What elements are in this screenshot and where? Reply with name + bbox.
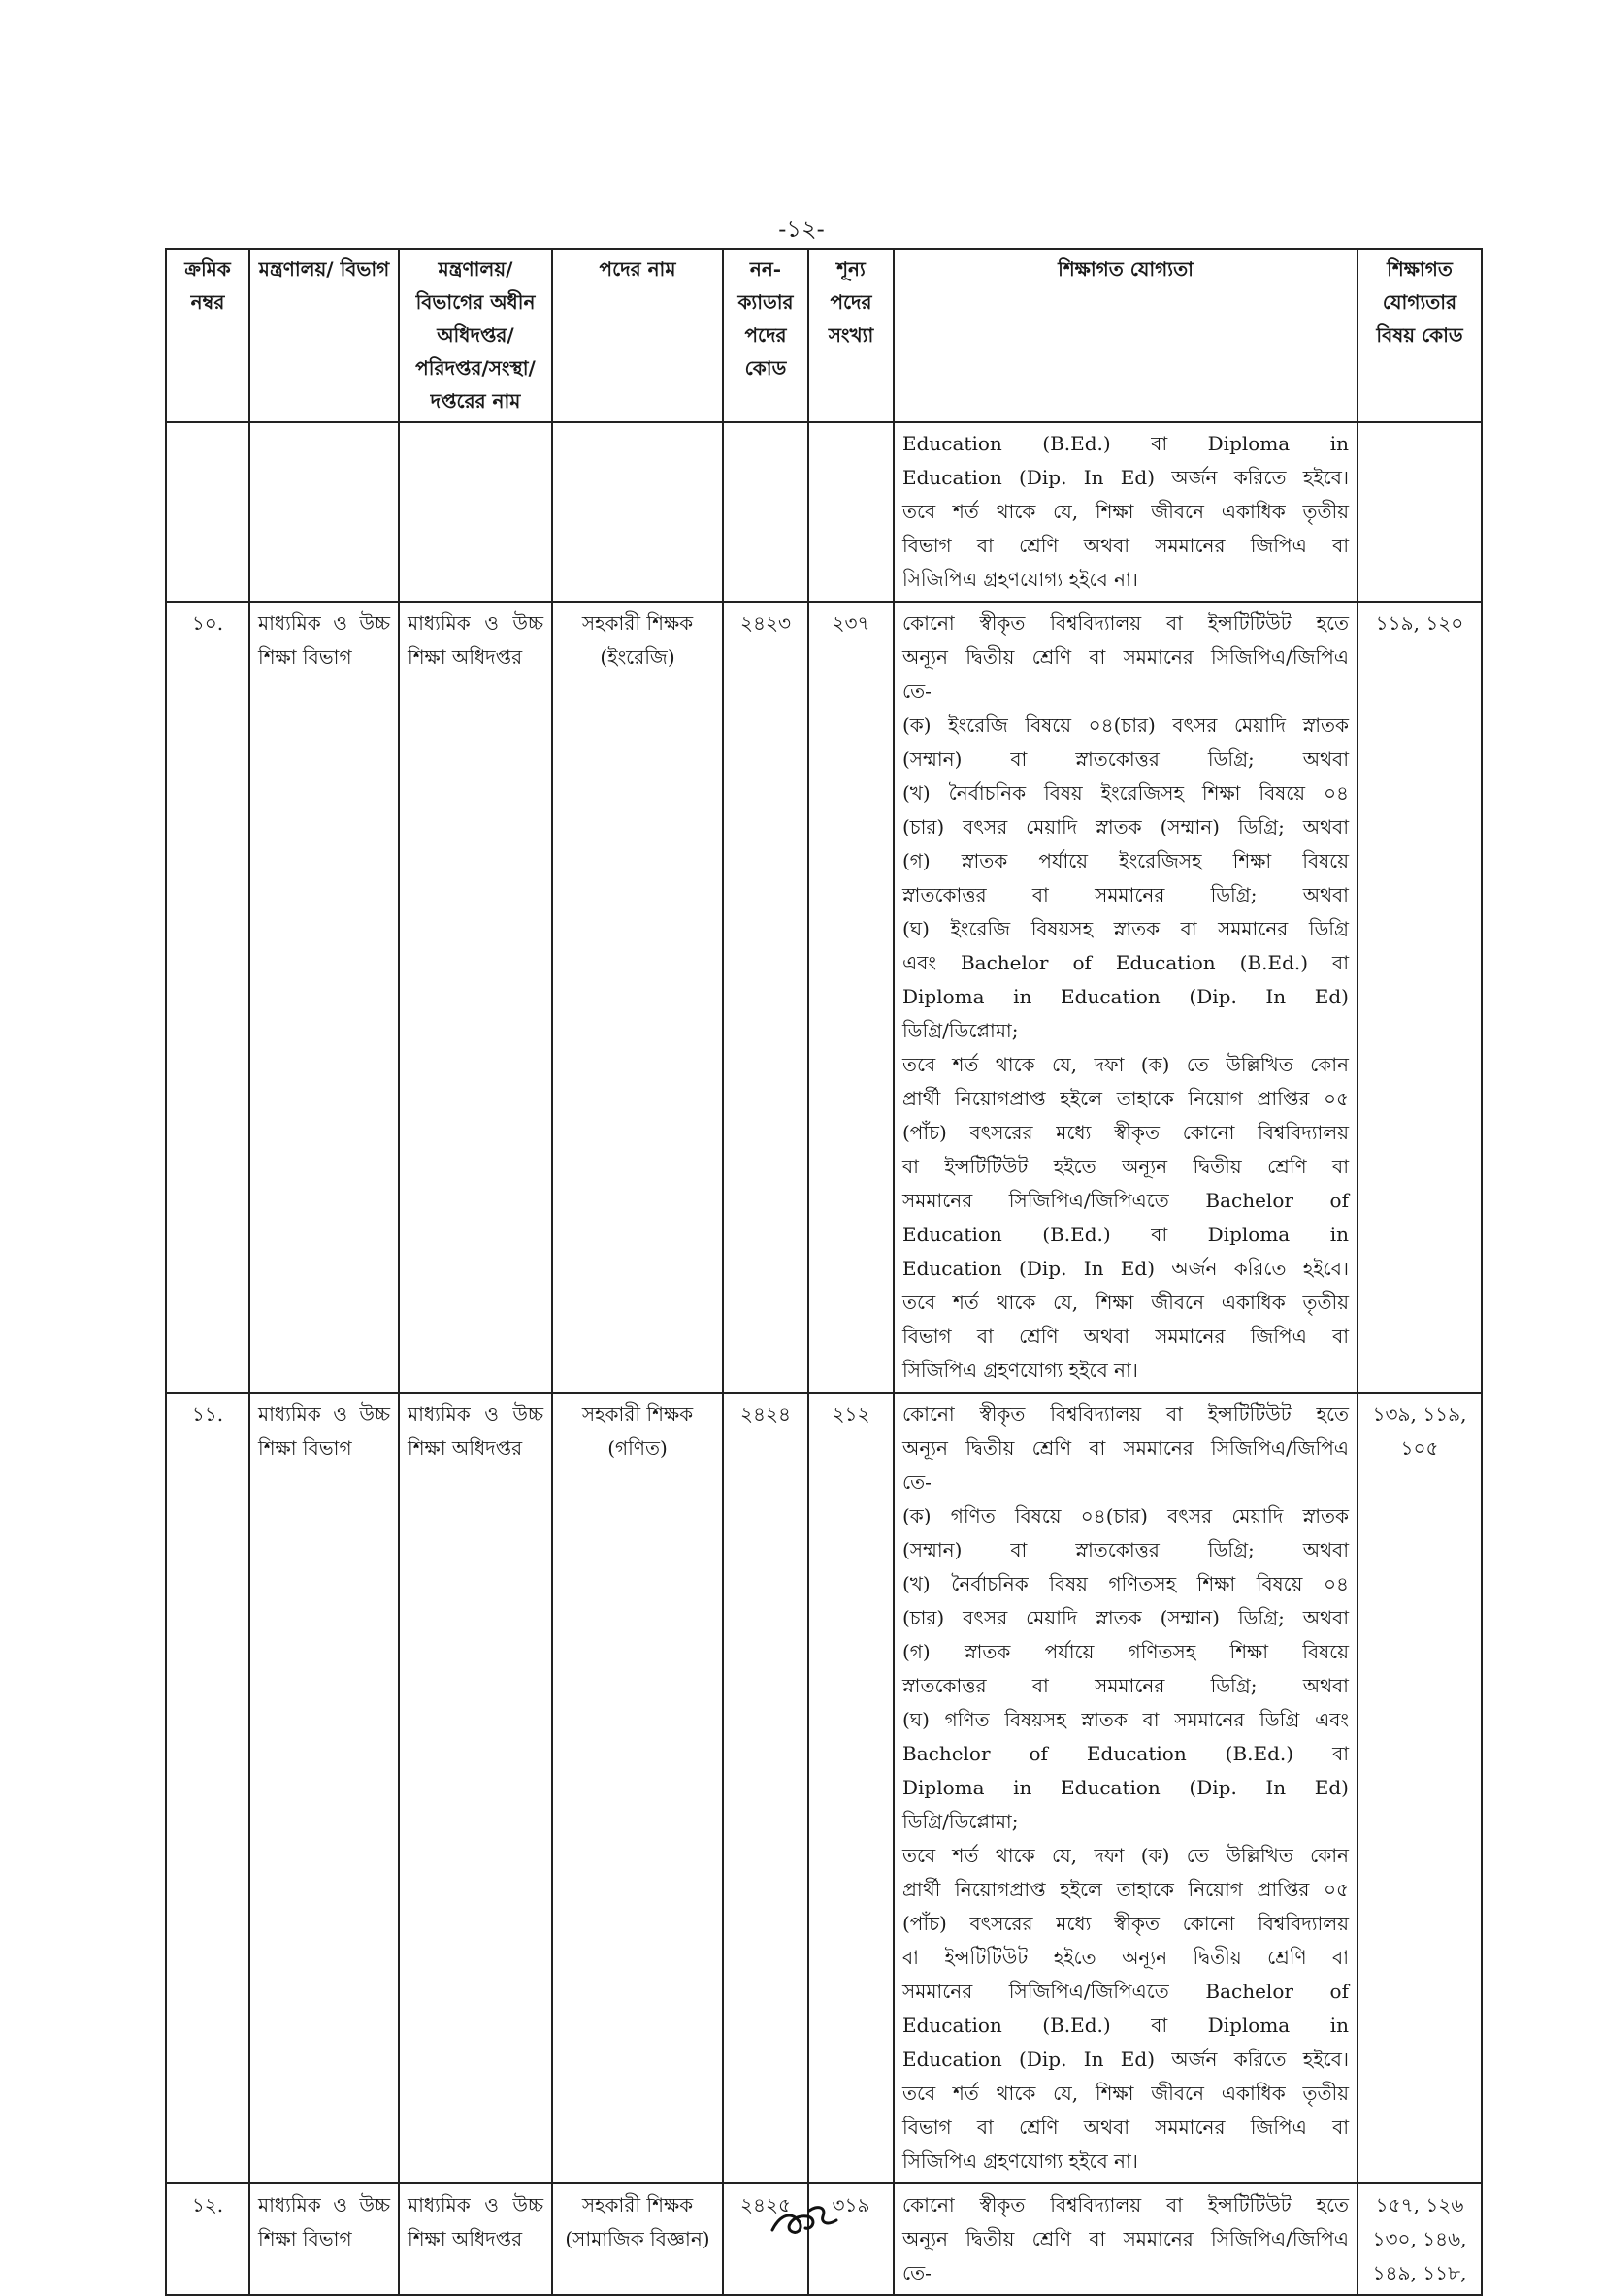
qualification-line: (পাঁচ) বৎসরের মধ্যে স্বীকৃত কোনো বিশ্ববিদ্যালয় [902, 1121, 1349, 1144]
qualification-line: অন্যূন দ্বিতীয় শ্রেণি বা সমমানের সিজিপিএ/জিপিএ [902, 2227, 1349, 2250]
qualification-line: তবে শর্ত থাকে যে, দফা (ক) তে উল্লিখিত কোন [902, 1844, 1349, 1867]
qualification-line: প্রার্থী নিয়োগপ্রাপ্ত হইলে তাহাকে নিয়োগ প্রাপ্তির ০৫ [902, 1878, 1349, 1901]
qualification-line: স্নাতকোত্তর বা সমমানের ডিগ্রি; অথবা [902, 1674, 1349, 1697]
header-vacancy: শূন্য পদের সংখ্যা [808, 249, 894, 422]
qualification-line: কোনো স্বীকৃত বিশ্ববিদ্যালয় বা ইন্সটিটিউট হতে [902, 1402, 1349, 1426]
qualification-line: তে- [902, 2261, 932, 2284]
qualification-line: (চার) বৎসর মেয়াদি স্নাতক (সম্মান) ডিগ্রি; অথবা [902, 815, 1349, 838]
signature-mark [767, 2197, 844, 2244]
header-non-cadre-code: নন- ক্যাডার পদের কোড [723, 249, 808, 422]
row-post: সহকারী শিক্ষক (গণিত) [552, 1393, 723, 2183]
qualification-line: সমমানের সিজিপিএ/জিপিএতে Bachelor of [902, 1980, 1349, 2003]
qualification-line: Diploma in Education (Dip. In Ed) [902, 1776, 1349, 1799]
qualification-line: (গ) স্নাতক পর্যায়ে গণিতসহ শিক্ষা বিষয়ে [902, 1640, 1349, 1663]
qualification-line: বা ইন্সটিটিউট হইতে অন্যূন দ্বিতীয় শ্রেণি বা [902, 1155, 1349, 1178]
row-subject-code: ১৫৭, ১২৬ ১৩০, ১৪৬, ১৪৯, ১১৮, [1358, 2183, 1482, 2295]
row-directorate: মাধ্যমিক ও উচ্চ শিক্ষা অধিদপ্তর [399, 1393, 552, 2183]
row-vacancy: ২১২ [808, 1393, 894, 2183]
qualification-line: Education (B.Ed.) বা Diploma in [902, 2014, 1349, 2037]
row-non-cadre-code: ২৪২৫ [723, 2183, 808, 2295]
qualification-line: (পাঁচ) বৎসরের মধ্যে স্বীকৃত কোনো বিশ্ববিদ্যালয় [902, 1912, 1349, 1935]
qualification-line: বা ইন্সটিটিউট হইতে অন্যূন দ্বিতীয় শ্রেণি বা [902, 1946, 1349, 1969]
qualification-line: সমমানের সিজিপিএ/জিপিএতে Bachelor of [902, 1189, 1349, 1212]
row-qualification [894, 1393, 1358, 2183]
qualification-line: বিভাগ বা শ্রেণি অথবা সমমানের জিপিএ বা [902, 534, 1349, 557]
row-serial: ১১. [166, 1393, 249, 2183]
row-qualification [894, 2183, 1358, 2295]
qualification-line: অন্যূন দ্বিতীয় শ্রেণি বা সমমানের সিজিপিএ/জিপিএ [902, 645, 1349, 669]
qualification-line: Education (Dip. In Ed) অর্জন করিতে হইবে। [902, 2048, 1349, 2071]
row-non-cadre-code: ২৪২৪ [723, 1393, 808, 2183]
header-qualification: শিক্ষাগত যোগ্যতা [894, 249, 1358, 422]
qualification-line: (খ) নৈর্বাচনিক বিষয় গণিতসহ শিক্ষা বিষয়ে ০৪ [902, 1572, 1349, 1595]
qualification-line: Bachelor of Education (B.Ed.) বা [902, 1742, 1349, 1765]
row-ministry: মাধ্যমিক ও উচ্চ শিক্ষা বিভাগ [249, 2183, 399, 2295]
qualification-line: Education (Dip. In Ed) অর্জন করিতে হইবে। [902, 466, 1349, 489]
qualification-line: (সম্মান) বা স্নাতকোত্তর ডিগ্রি; অথবা [902, 747, 1349, 771]
qualification-line: Education (Dip. In Ed) অর্জন করিতে হইবে। [902, 1257, 1349, 1280]
qualification-line: (গ) স্নাতক পর্যায়ে ইংরেজিসহ শিক্ষা বিষয়ে [902, 849, 1349, 872]
row-vacancy: ২৩৭ [808, 602, 894, 1393]
qualification-line: তবে শর্ত থাকে যে, দফা (ক) তে উল্লিখিত কোন [902, 1053, 1349, 1076]
qualification-line: (চার) বৎসর মেয়াদি স্নাতক (সম্মান) ডিগ্রি; অথবা [902, 1606, 1349, 1629]
continuation-row [166, 422, 1482, 602]
qualification-line: স্নাতকোত্তর বা সমমানের ডিগ্রি; অথবা [902, 883, 1349, 906]
row-post: সহকারী শিক্ষক (ইংরেজি) [552, 602, 723, 1393]
qualification-line: (ক) ইংরেজি বিষয়ে ০৪(চার) বৎসর মেয়াদি স্নাতক [902, 713, 1349, 737]
header-subject-code: শিক্ষাগত যোগ্যতার বিষয় কোড [1358, 249, 1482, 422]
table-row [166, 602, 1482, 1393]
qualification-line: তবে শর্ত থাকে যে, শিক্ষা জীবনে একাধিক তৃতীয় [902, 2082, 1349, 2105]
page-number: -১২- [778, 215, 825, 243]
qualification-line: কোনো স্বীকৃত বিশ্ববিদ্যালয় বা ইন্সটিটিউট হতে [902, 611, 1349, 635]
vacancy-table [165, 248, 1483, 2296]
qualification-line: সিজিপিএ গ্রহণযোগ্য হইবে না। [902, 568, 1138, 591]
qualification-line: ডিগ্রি/ডিপ্লোমা; [902, 1019, 1019, 1042]
qualification-line: তবে শর্ত থাকে যে, শিক্ষা জীবনে একাধিক তৃতীয় [902, 1291, 1349, 1314]
header-post: পদের নাম [552, 249, 723, 422]
qualification-line: Diploma in Education (Dip. In Ed) [902, 985, 1349, 1008]
qualification-line: সিজিপিএ গ্রহণযোগ্য হইবে না। [902, 2149, 1138, 2173]
qualification-line: (ঘ) গণিত বিষয়সহ স্নাতক বা সমমানের ডিগ্রি এবং [902, 1708, 1349, 1731]
header-serial: ক্রমিক নম্বর [166, 249, 249, 422]
continuation-qualification [894, 422, 1358, 602]
row-serial: ১০. [166, 602, 249, 1393]
row-qualification [894, 602, 1358, 1393]
row-ministry: মাধ্যমিক ও উচ্চ শিক্ষা বিভাগ [249, 1393, 399, 2183]
qualification-line: Education (B.Ed.) বা Diploma in [902, 432, 1349, 455]
qualification-line: বিভাগ বা শ্রেণি অথবা সমমানের জিপিএ বা [902, 2116, 1349, 2139]
qualification-line: সিজিপিএ গ্রহণযোগ্য হইবে না। [902, 1359, 1138, 1382]
qualification-line: (সম্মান) বা স্নাতকোত্তর ডিগ্রি; অথবা [902, 1538, 1349, 1561]
row-non-cadre-code: ২৪২৩ [723, 602, 808, 1393]
row-subject-code: ১১৯, ১২০ [1358, 602, 1482, 1393]
qualification-line: এবং Bachelor of Education (B.Ed.) বা [902, 951, 1349, 974]
qualification-line: তে- [902, 679, 932, 703]
row-directorate: মাধ্যমিক ও উচ্চ শিক্ষা অধিদপ্তর [399, 2183, 552, 2295]
qualification-line: তবে শর্ত থাকে যে, শিক্ষা জীবনে একাধিক তৃতীয় [902, 500, 1349, 523]
qualification-line: Education (B.Ed.) বা Diploma in [902, 1223, 1349, 1246]
row-serial: ১২. [166, 2183, 249, 2295]
qualification-line: অন্যূন দ্বিতীয় শ্রেণি বা সমমানের সিজিপিএ/জিপিএ [902, 1436, 1349, 1460]
qualification-line: প্রার্থী নিয়োগপ্রাপ্ত হইলে তাহাকে নিয়োগ প্রাপ্তির ০৫ [902, 1087, 1349, 1110]
row-subject-code: ১৩৯, ১১৯, ১০৫ [1358, 1393, 1482, 2183]
qualification-line: বিভাগ বা শ্রেণি অথবা সমমানের জিপিএ বা [902, 1325, 1349, 1348]
row-ministry: মাধ্যমিক ও উচ্চ শিক্ষা বিভাগ [249, 602, 399, 1393]
row-directorate: মাধ্যমিক ও উচ্চ শিক্ষা অধিদপ্তর [399, 602, 552, 1393]
qualification-line: (ক) গণিত বিষয়ে ০৪(চার) বৎসর মেয়াদি স্নাতক [902, 1504, 1349, 1527]
qualification-line: (খ) নৈর্বাচনিক বিষয় ইংরেজিসহ শিক্ষা বিষয়ে ০৪ [902, 781, 1349, 804]
table-row [166, 1393, 1482, 2183]
row-vacancy: ৩১৯ [808, 2183, 894, 2295]
header-directorate: মন্ত্রণালয়/ বিভাগের অধীন অধিদপ্তর/ পরিদপ্তর/সংস্থা/ দপ্তরের নাম [399, 249, 552, 422]
row-post: সহকারী শিক্ষক (সামাজিক বিজ্ঞান) [552, 2183, 723, 2295]
qualification-line: (ঘ) ইংরেজি বিষয়সহ স্নাতক বা সমমানের ডিগ্রি [902, 917, 1349, 940]
qualification-line: কোনো স্বীকৃত বিশ্ববিদ্যালয় বা ইন্সটিটিউট হতে [902, 2193, 1349, 2216]
qualification-line: তে- [902, 1470, 932, 1493]
header-ministry: মন্ত্রণালয়/ বিভাগ [249, 249, 399, 422]
header-row [166, 249, 1482, 422]
qualification-line: ডিগ্রি/ডিপ্লোমা; [902, 1810, 1019, 1833]
